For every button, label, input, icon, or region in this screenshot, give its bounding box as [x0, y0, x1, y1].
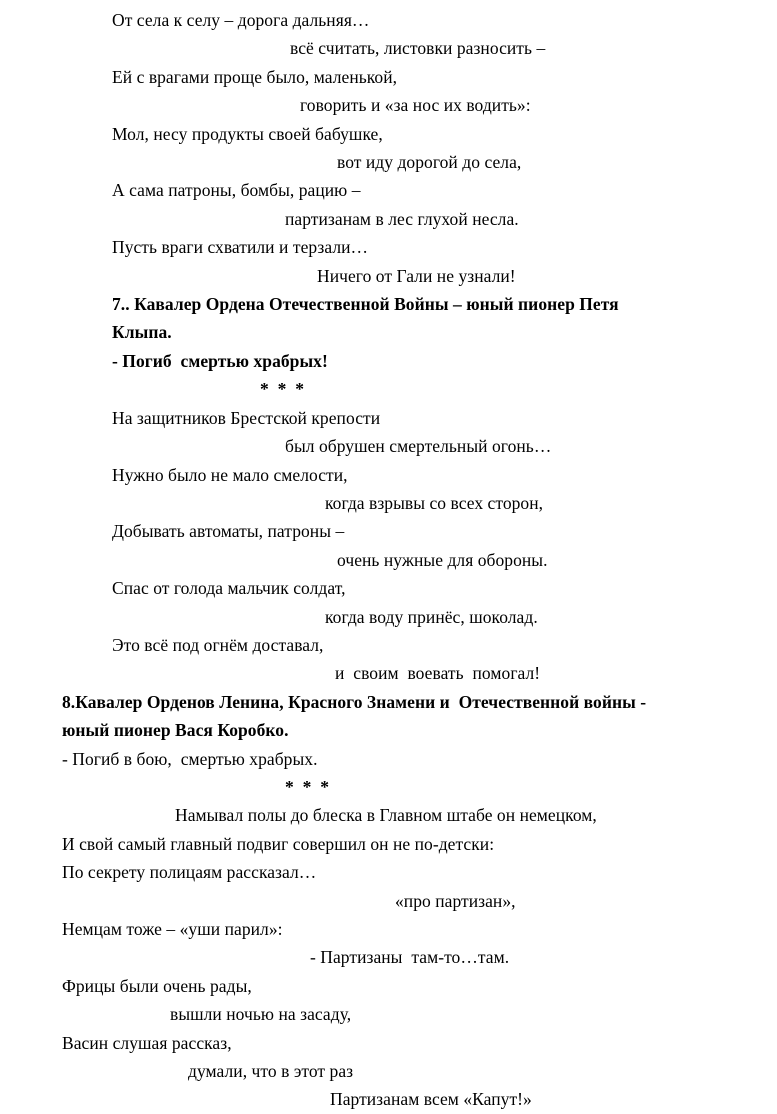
poem-line: думали, что в этот раз: [188, 1061, 354, 1082]
poem-line: и своим воевать помогал!: [335, 663, 541, 684]
poem-line: Немцам тоже – «уши парил»:: [62, 919, 283, 939]
poem-line: По секрету полицаям рассказал…: [62, 862, 317, 883]
poem-line: Это всё под огнём доставал,: [112, 634, 324, 655]
poem-line: партизанам в лес глухой несла.: [285, 208, 519, 229]
poem-line: Спас от голода мальчик солдат,: [112, 578, 346, 599]
text-block-poem-galya: [0, 6, 777, 290]
text-block-heading-7: [0, 290, 777, 375]
section-separator-asterisks: * * *: [285, 776, 330, 797]
section-separator-asterisks: * * *: [260, 379, 305, 400]
poem-line: - Погиб в бою, смертью храбрых.: [62, 748, 318, 769]
poem-line: всё считать, листовки разносить –: [290, 38, 546, 59]
poem-line: - Партизаны там-то…там.: [310, 947, 510, 968]
text-block-stars-1: [0, 375, 777, 403]
poem-line: А сама патроны, бомбы, рацию –: [112, 180, 361, 201]
poem-line: говорить и «за нос их водить»:: [300, 95, 531, 116]
poem-line: Мол, несу продукты своей бабушке,: [112, 123, 383, 144]
poem-line: Ничего от Гали не узнали!: [317, 265, 516, 286]
heading-line: Клыпа.: [112, 322, 172, 343]
poem-line: вот иду дорогой до села,: [337, 152, 522, 173]
heading-line: 8.Кавалер Орденов Ленина, Красного Знамени и Отечественной войны -: [62, 691, 647, 712]
poem-line: был обрушен смертельный огонь…: [285, 436, 552, 457]
poem-line: вышли ночью на засаду,: [170, 1004, 352, 1025]
poem-line: От села к селу – дорога дальняя…: [112, 10, 370, 30]
text-block-stars-2: [0, 773, 777, 801]
heading-line: - Погиб смертью храбрых!: [112, 350, 328, 371]
document-body: [0, 6, 777, 1114]
poem-line: Васин слушая рассказ,: [62, 1032, 232, 1053]
poem-line: «про партизан»,: [395, 890, 516, 911]
poem-line: Партизанам всем «Капут!»: [330, 1089, 532, 1110]
poem-line: Нужно было не мало смелости,: [112, 464, 348, 485]
poem-line: когда воду принёс, шоколад.: [325, 606, 538, 627]
text-block-poem-petya: [0, 404, 777, 688]
poem-line: Фрицы были очень рады,: [62, 975, 252, 996]
poem-line: И свой самый главный подвиг совершил он не по-детски:: [62, 833, 495, 854]
text-block-poem-vasya: [0, 801, 777, 1113]
heading-line: 7.. Кавалер Ордена Отечественной Войны – юный пионер Петя: [112, 294, 619, 315]
poem-line: На защитников Брестской крепости: [112, 407, 381, 428]
poem-line: когда взрывы со всех сторон,: [325, 492, 544, 513]
poem-line: Ей с врагами проще было, маленькой,: [112, 66, 398, 87]
poem-line: Добывать автоматы, патроны –: [112, 521, 345, 542]
heading-line: юный пионер Вася Коробко.: [62, 720, 289, 741]
text-block-heading-8: [0, 688, 777, 773]
poem-line: Намывал полы до блеска в Главном штабе он немецком,: [175, 805, 597, 826]
poem-line: очень нужные для обороны.: [337, 549, 548, 570]
poem-line: Пусть враги схватили и терзали…: [112, 237, 369, 258]
